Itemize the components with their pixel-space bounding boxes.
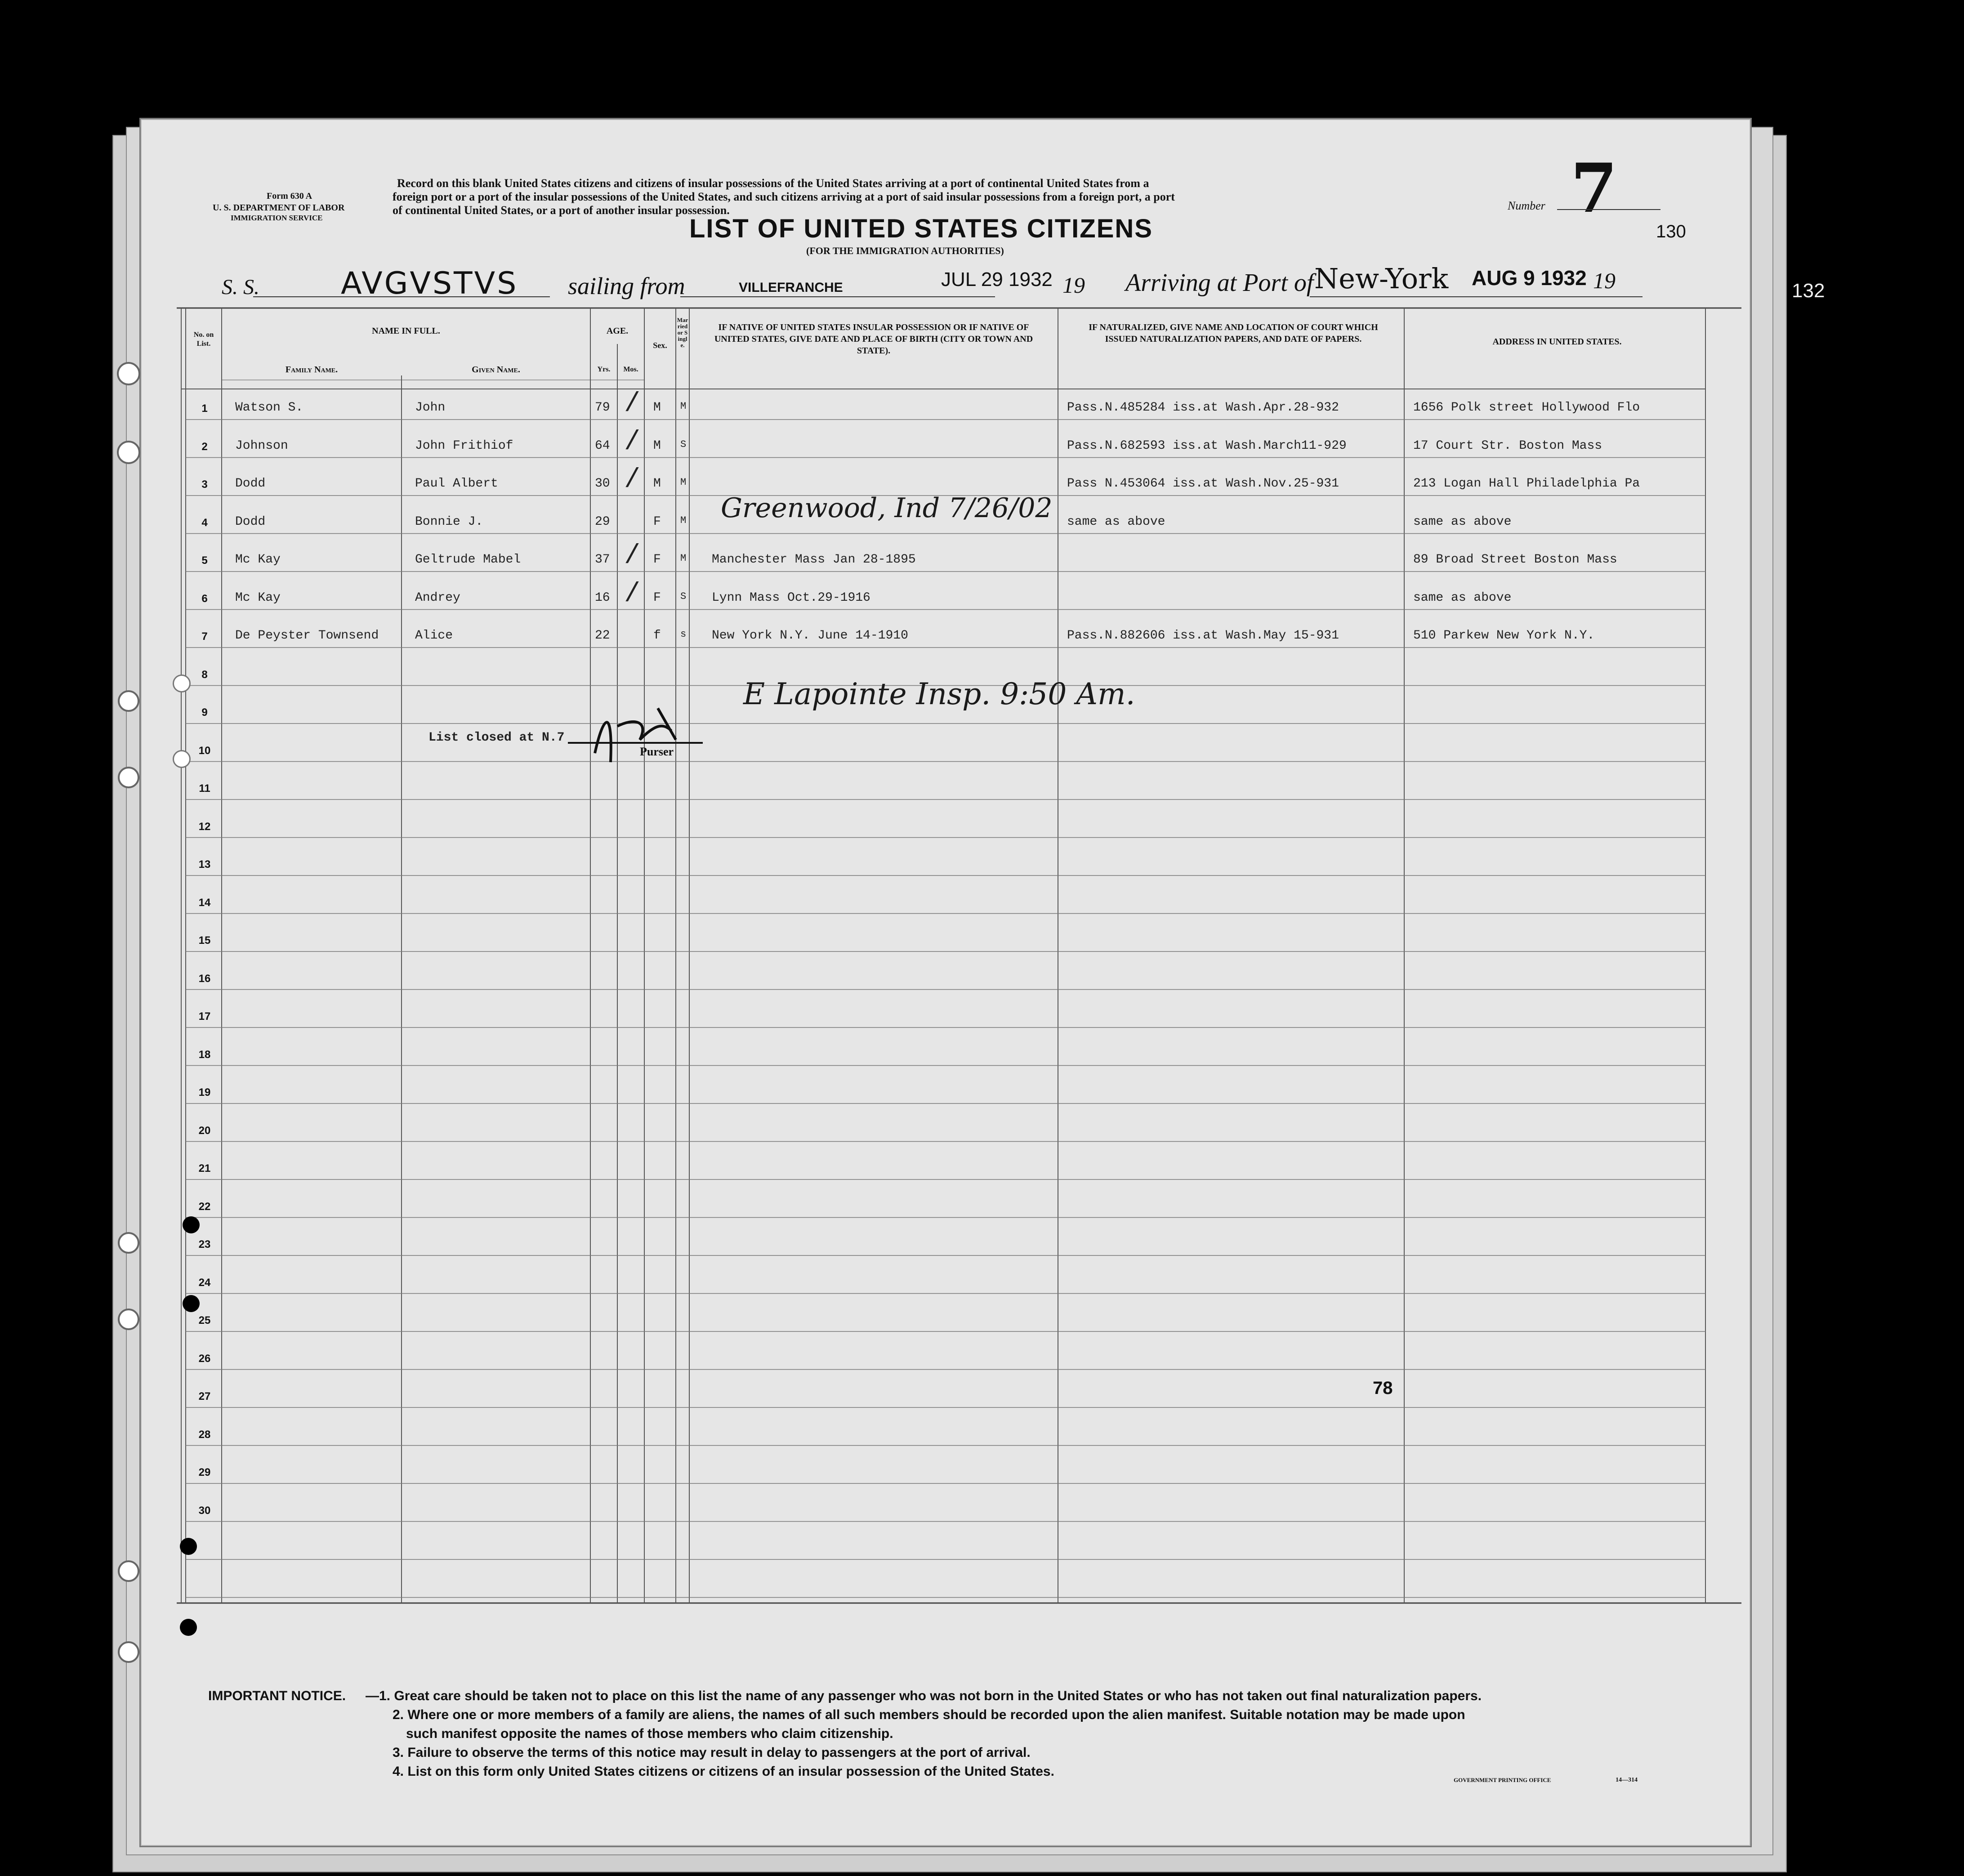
sex-cell: M [653,401,661,415]
punch-hole [173,674,191,692]
row-number: 7 [201,630,208,643]
row-number: 1 [201,402,208,415]
given-name-cell: Andrey [415,590,460,605]
row-number: 22 [198,1200,211,1213]
page-title: LIST OF UNITED STATES CITIZENS [689,214,1153,243]
sex-cell: M [653,438,661,453]
family-name-cell: Dodd [235,514,266,529]
row-number: 23 [198,1238,211,1251]
punch-hole [180,1538,197,1555]
punch-hole [118,690,139,712]
row-number: 17 [198,1010,211,1023]
punch-hole [180,1619,197,1636]
punch-hole [118,1309,139,1330]
col-name-in-full: NAME IN FULL. [372,326,440,336]
family-name-cell: Mc Kay [235,590,281,605]
native-handwritten-row3: Greenwood, Ind 7/26/02 [721,492,1053,524]
col-sex: Sex. [653,341,667,350]
punch-hole [118,1560,139,1582]
naturalization-cell: same as above [1067,514,1165,529]
age-years-cell: 16 [595,590,610,605]
sex-cell: F [653,514,661,529]
age-months-cell: / [624,465,641,496]
address-cell: same as above [1413,514,1512,529]
ss-label: S. S. [222,275,259,299]
inspector-note: E Lapointe Insp. 9:50 Am. [743,677,1135,711]
row-number: 14 [198,896,211,909]
age-months-cell: / [624,579,641,610]
punch-hole [118,767,139,788]
page-subtitle: (FOR THE IMMIGRATION AUTHORITIES) [806,245,1004,256]
col-given-name: Given Name. [472,365,520,375]
marital-status-cell: s [680,629,687,640]
row-number: 4 [201,516,208,529]
naturalization-cell: Pass.N.882606 iss.at Wash.May 15-931 [1067,629,1339,643]
naturalization-cell: Pass.N.682593 iss.at Wash.March11-929 [1067,438,1347,453]
punch-hole [118,1641,139,1663]
row-number: 6 [201,592,208,605]
notice-item-1: —1. Great care should be taken not to place on this list the name of any passenger who was not born in the United States or who has not taken out final naturalization papers. [366,1688,1482,1703]
printing-code: 14—314 [1616,1777,1638,1783]
notice-item-4: 4. List on this form only United States citizens or citizens of an insular possession of the United States. [393,1764,1054,1779]
row-number: 24 [198,1276,211,1289]
list-closed-text: List closed at N.7 [429,731,565,745]
row-number: 10 [198,744,211,757]
record-text-1: Record on this blank United States citizens and citizens of insular possessions of the United States arriving at a port of continental United States from a [397,177,1149,190]
age-months-cell: / [624,389,641,420]
age-years-cell: 29 [595,514,610,529]
table-grid [141,119,1750,1846]
row-number: 20 [198,1124,211,1137]
marital-status-cell: S [680,438,687,450]
printing-office: GOVERNMENT PRINTING OFFICE [1454,1777,1551,1783]
arriving-label: Arriving at Port of [1125,269,1314,297]
col-yrs: Yrs. [597,366,611,373]
marital-status-cell: M [680,401,687,412]
record-text-2: foreign port or a port of the insular possessions of the United States, and such citizens arriving at a port of said insular possessions from a foreign port, a port [393,190,1175,203]
sailing-year-label: 19 [1062,272,1085,298]
age-years-cell: 22 [595,629,610,643]
marital-status-cell: M [680,553,687,564]
sailing-from-label: sailing from [568,272,685,299]
col-native: IF NATIVE OF UNITED STATES INSULAR POSSESSION OR IF NATIVE OF UNITED STATES, GIVE DATE AND PLACE OF BIRTH (CITY OR TOWN AND STATE). [714,322,1033,356]
col-no-on-list: No. on List. [193,331,214,348]
punch-hole [183,1216,200,1233]
punch-hole [117,441,140,464]
ship-name: AVGVSTVS [341,266,518,301]
address-cell: 1656 Polk street Hollywood Flo [1413,401,1640,415]
col-age: AGE. [606,326,629,336]
sex-cell: f [653,629,661,643]
row-number: 13 [198,858,211,871]
age-years-cell: 30 [595,477,610,491]
row-number: 25 [198,1314,211,1327]
row-number: 29 [198,1466,211,1478]
birthplace-cell: Lynn Mass Oct.29-1916 [712,590,870,605]
col-married: Married or Single. [677,317,688,348]
row-number: 2 [201,440,208,453]
age-years-cell: 37 [595,553,610,567]
given-name-cell: Bonnie J. [415,514,483,529]
row-number: 30 [198,1504,211,1517]
family-name-cell: Johnson [235,438,288,453]
arrival-year-label: 19 [1593,268,1616,293]
row-number: 9 [201,706,208,719]
address-cell: 510 Parkew New York N.Y. [1413,629,1595,643]
age-years-cell: 64 [595,438,610,453]
row-number: 3 [201,478,208,491]
family-name-cell: Watson S. [235,401,304,415]
col-naturalized: IF NATURALIZED, GIVE NAME AND LOCATION OF COURT WHICH ISSUED NATURALIZATION PAPERS, AND DATE OF PAPERS. [1089,322,1378,344]
family-name-cell: Mc Kay [235,553,281,567]
row-number: 21 [198,1162,211,1175]
marital-status-cell: M [680,477,687,488]
age-months-cell: / [624,541,641,572]
punch-hole [183,1295,200,1312]
sex-cell: F [653,553,661,567]
department-label: U. S. DEPARTMENT OF LABOR [213,203,345,213]
form-number: Form 630 A [267,191,312,201]
purser-label: Purser [640,745,674,758]
given-name-cell: Geltrude Mabel [415,553,521,567]
service-label: IMMIGRATION SERVICE [231,214,323,222]
row-number: 15 [198,934,211,947]
age-years-cell: 79 [595,401,610,415]
marital-status-cell: S [680,590,687,602]
birthplace-cell: Manchester Mass Jan 28-1895 [712,553,916,567]
address-cell: same as above [1413,590,1512,605]
notice-item-2a: 2. Where one or more members of a family are aliens, the names of all such members should be recorded upon the alien manifest. Suitable notation may be made upon [393,1707,1465,1722]
row-number: 12 [198,820,211,833]
naturalization-cell: Pass N.453064 iss.at Wash.Nov.25-931 [1067,477,1339,491]
notice-item-2b: such manifest opposite the names of those members who claim citizenship. [406,1726,893,1741]
number-label: Number [1508,199,1545,212]
family-name-cell: De Peyster Townsend [235,629,379,643]
margin-number-right-a: 130 [1656,222,1686,241]
birthplace-cell: New York N.Y. June 14-1910 [712,629,908,643]
sailing-from-port: VILLEFRANCHE [739,280,843,295]
given-name-cell: Alice [415,629,453,643]
row-number: 27 [198,1390,211,1403]
punch-hole [117,362,140,385]
sex-cell: F [653,590,661,605]
row-number: 16 [198,972,211,985]
row-number: 5 [201,554,208,567]
purser-signature [586,699,685,771]
notice-item-3: 3. Failure to observe the terms of this notice may result in delay to passengers at the port of arrival. [393,1745,1031,1760]
address-cell: 213 Logan Hall Philadelphia Pa [1413,477,1640,491]
arrival-date: AUG 9 1932 [1472,266,1587,290]
row-number: 18 [198,1048,211,1061]
col-family-name: Family Name. [285,365,338,375]
row-number: 11 [199,782,210,795]
address-cell: 89 Broad Street Boston Mass [1413,553,1617,567]
address-cell: 17 Court Str. Boston Mass [1413,438,1602,453]
record-text-3: of continental United States, or a port of another insular possession. [393,204,730,217]
punch-hole [118,1232,139,1254]
margin-number-right-b: 132 [1792,280,1825,302]
given-name-cell: Paul Albert [415,477,498,491]
sex-cell: M [653,477,661,491]
given-name-cell: John Frithiof [415,438,513,453]
stamp-number: 78 [1373,1378,1393,1398]
age-months-cell: / [624,427,641,458]
row-number: 26 [198,1352,211,1365]
manifest-sheet [139,118,1752,1847]
notice-heading: IMPORTANT NOTICE. [208,1688,346,1703]
row-number: 8 [201,668,208,681]
row-number: 28 [198,1428,211,1441]
sailing-date: JUL 29 1932 [941,268,1053,290]
row-number: 19 [198,1086,211,1099]
arrival-port: New-York [1314,262,1449,295]
marital-status-cell: M [680,514,687,526]
punch-hole [173,750,191,768]
given-name-cell: John [415,401,446,415]
col-address: ADDRESS IN UNITED STATES. [1492,337,1622,347]
number-value: 7 [1571,149,1618,228]
col-mos: Mos. [623,366,638,373]
family-name-cell: Dodd [235,477,266,491]
naturalization-cell: Pass.N.485284 iss.at Wash.Apr.28-932 [1067,401,1339,415]
